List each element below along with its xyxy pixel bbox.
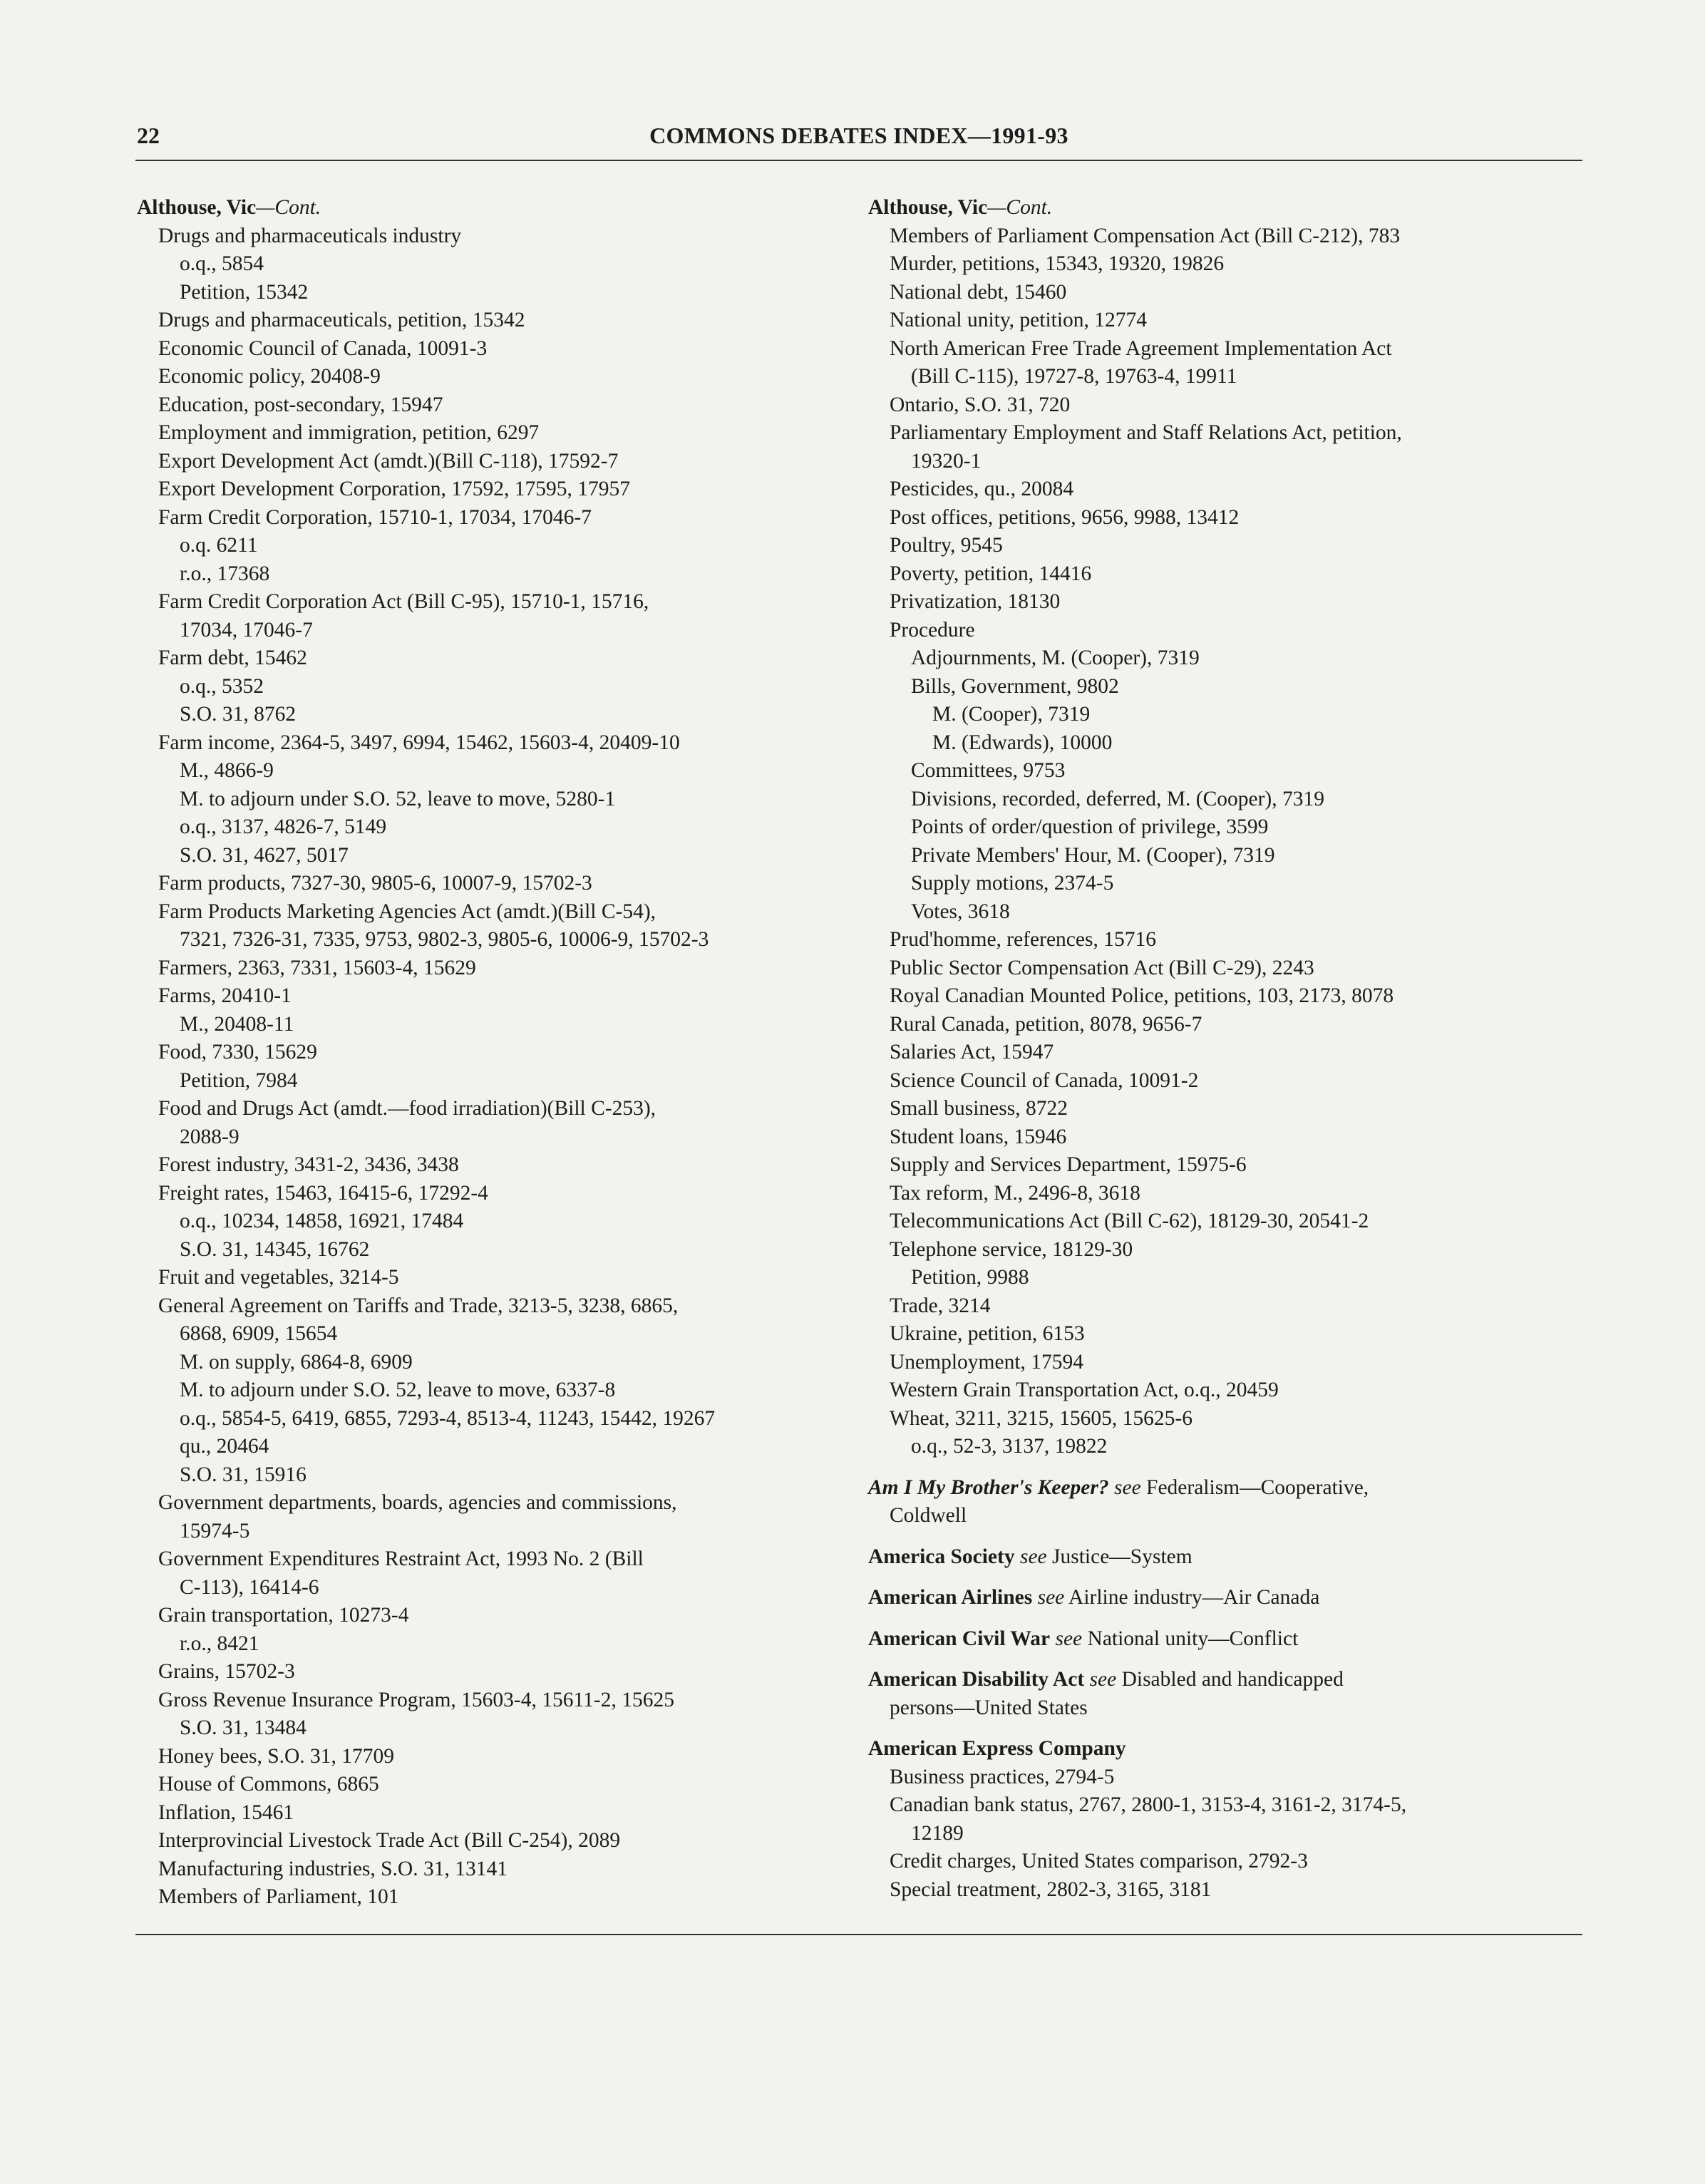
cross-reference-entry: Am I My Brother's Keeper? see Federalism—Cooperative, <box>868 1475 1369 1499</box>
entry-heading: Althouse, Vic—Cont. <box>137 196 321 219</box>
index-line: Members of Parliament, 101 <box>158 1885 399 1908</box>
index-line: Farmers, 2363, 7331, 15603-4, 15629 <box>158 956 476 979</box>
index-line: S.O. 31, 4627, 5017 <box>180 843 349 867</box>
index-line: Employment and immigration, petition, 6297 <box>158 421 540 444</box>
index-line: Prud'homme, references, 15716 <box>890 928 1156 951</box>
index-line: Food and Drugs Act (amdt.—food irradiation)(Bill C-253), <box>158 1097 656 1120</box>
index-line: Trade, 3214 <box>890 1294 991 1317</box>
cross-reference-entry: America Society see Justice—System <box>868 1545 1193 1568</box>
index-line: Murder, petitions, 15343, 19320, 19826 <box>890 252 1225 275</box>
cross-reference-entry: American Disability Act see Disabled and handicapped <box>868 1668 1344 1691</box>
index-line: Interprovincial Livestock Trade Act (Bill C-254), 2089 <box>158 1829 621 1852</box>
index-line: Votes, 3618 <box>911 900 1010 923</box>
right-column <box>868 194 1581 1904</box>
index-line: Farm Products Marketing Agencies Act (amdt.)(Bill C-54), <box>158 900 656 923</box>
entry-heading: Althouse, Vic—Cont. <box>868 196 1053 219</box>
index-line: Procedure <box>890 618 975 642</box>
index-line: Forest industry, 3431-2, 3436, 3438 <box>158 1153 459 1176</box>
index-line: Committees, 9753 <box>911 759 1066 782</box>
index-line: Rural Canada, petition, 8078, 9656-7 <box>890 1012 1202 1036</box>
index-line: Public Sector Compensation Act (Bill C-29), 2243 <box>890 956 1314 979</box>
index-line: Telephone service, 18129-30 <box>890 1237 1133 1261</box>
index-line: M. (Cooper), 7319 <box>932 703 1091 726</box>
index-line: M., 4866-9 <box>180 759 274 782</box>
index-line: Ukraine, petition, 6153 <box>890 1322 1085 1345</box>
page-header <box>137 123 1581 158</box>
index-line: M. to adjourn under S.O. 52, leave to move, 5280-1 <box>180 787 616 810</box>
index-line: Poultry, 9545 <box>890 534 1003 557</box>
index-line: Business practices, 2794-5 <box>890 1765 1115 1788</box>
index-line: Supply motions, 2374-5 <box>911 872 1114 895</box>
footer-rule <box>135 1934 1582 1935</box>
index-line: M., 20408-11 <box>180 1012 294 1036</box>
index-line: Divisions, recorded, deferred, M. (Cooper), 7319 <box>911 787 1325 810</box>
index-line: C-113), 16414-6 <box>180 1575 319 1599</box>
index-line: o.q. 6211 <box>180 534 258 557</box>
index-line: Education, post-secondary, 15947 <box>158 393 443 416</box>
index-line: Salaries Act, 15947 <box>890 1041 1054 1063</box>
index-line: North American Free Trade Agreement Implementation Act <box>890 336 1392 360</box>
index-line: qu., 20464 <box>180 1435 269 1458</box>
index-line: Government Expenditures Restraint Act, 1993 No. 2 (Bill <box>158 1547 644 1570</box>
index-line: Wheat, 3211, 3215, 15605, 15625-6 <box>890 1406 1193 1430</box>
index-line: o.q., 5854 <box>180 252 264 275</box>
index-line: Student loans, 15946 <box>890 1125 1067 1148</box>
index-line: S.O. 31, 13484 <box>180 1716 307 1739</box>
index-line: o.q., 5352 <box>180 674 264 698</box>
index-line: Telecommunications Act (Bill C-62), 18129-30, 20541-2 <box>890 1210 1369 1232</box>
index-line: Petition, 7984 <box>180 1068 298 1092</box>
index-line: Post offices, petitions, 9656, 9988, 13412 <box>890 505 1240 529</box>
index-line: Poverty, petition, 14416 <box>890 562 1092 585</box>
index-line: Farm products, 7327-30, 9805-6, 10007-9, 15702-3 <box>158 872 592 895</box>
index-line: Government departments, boards, agencies and commissions, <box>158 1491 677 1514</box>
index-line: r.o., 8421 <box>180 1632 259 1655</box>
index-line: Credit charges, United States comparison, 2792-3 <box>890 1850 1308 1873</box>
index-line: S.O. 31, 15916 <box>180 1463 307 1486</box>
index-line: r.o., 17368 <box>180 562 270 585</box>
index-line: Bills, Government, 9802 <box>911 674 1119 698</box>
index-line: M. to adjourn under S.O. 52, leave to move, 6337-8 <box>180 1379 616 1401</box>
index-line: 19320-1 <box>911 449 982 473</box>
index-line: Drugs and pharmaceuticals industry <box>158 224 462 247</box>
index-line: Export Development Corporation, 17592, 17595, 17957 <box>158 478 631 500</box>
index-line: General Agreement on Tariffs and Trade, 3213-5, 3238, 6865, <box>158 1294 679 1317</box>
index-line: Grain transportation, 10273-4 <box>158 1604 409 1627</box>
index-line: Gross Revenue Insurance Program, 15603-4, 15611-2, 15625 <box>158 1688 674 1711</box>
index-line: o.q., 3137, 4826-7, 5149 <box>180 815 387 838</box>
header-rule <box>135 160 1582 161</box>
index-line: Honey bees, S.O. 31, 17709 <box>158 1744 395 1768</box>
index-line: Supply and Services Department, 15975-6 <box>890 1153 1247 1176</box>
index-line: Privatization, 18130 <box>890 590 1061 613</box>
index-line: Canadian bank status, 2767, 2800-1, 3153-4, 3161-2, 3174-5, <box>890 1793 1407 1816</box>
index-line: Members of Parliament Compensation Act (Bill C-212), 783 <box>890 224 1401 247</box>
index-line: 6868, 6909, 15654 <box>180 1322 338 1345</box>
index-line: Special treatment, 2802-3, 3165, 3181 <box>890 1877 1212 1901</box>
index-line: 12189 <box>911 1821 964 1845</box>
index-line: Farm debt, 15462 <box>158 647 307 669</box>
index-line: 7321, 7326-31, 7335, 9753, 9802-3, 9805-6, 10006-9, 15702-3 <box>180 928 709 951</box>
index-line: Petition, 9988 <box>911 1266 1029 1289</box>
index-line: Parliamentary Employment and Staff Relations Act, petition, <box>890 421 1402 444</box>
index-line: Fruit and vegetables, 3214-5 <box>158 1266 399 1289</box>
index-line: Food, 7330, 15629 <box>158 1041 317 1063</box>
index-line: Points of order/question of privilege, 3599 <box>911 815 1269 838</box>
index-line: M. (Edwards), 10000 <box>932 731 1113 754</box>
index-line: Freight rates, 15463, 16415-6, 17292-4 <box>158 1181 488 1205</box>
index-line: S.O. 31, 14345, 16762 <box>180 1237 370 1261</box>
index-line: Ontario, S.O. 31, 720 <box>890 393 1071 416</box>
index-line: Royal Canadian Mounted Police, petitions, 103, 2173, 8078 <box>890 984 1394 1007</box>
cross-reference-entry: American Civil War see National unity—Conflict <box>868 1627 1299 1650</box>
index-line: Farm income, 2364-5, 3497, 6994, 15462, 15603-4, 20409-10 <box>158 731 680 754</box>
index-line: Private Members' Hour, M. (Cooper), 7319 <box>911 843 1275 867</box>
entry-heading: American Express Company <box>868 1737 1126 1760</box>
page-number: 22 <box>137 123 160 148</box>
index-line: Farms, 20410-1 <box>158 984 292 1007</box>
index-line: S.O. 31, 8762 <box>180 703 297 726</box>
index-line: Farm Credit Corporation Act (Bill C-95), 15710-1, 15716, <box>158 590 649 613</box>
index-line: Western Grain Transportation Act, o.q., 20459 <box>890 1379 1279 1401</box>
index-line: 2088-9 <box>180 1125 239 1148</box>
index-line: Small business, 8722 <box>890 1097 1068 1120</box>
page-title: COMMONS DEBATES INDEX—1991-93 <box>649 123 1068 148</box>
index-line: 17034, 17046-7 <box>180 618 313 642</box>
cross-reference-continuation: Coldwell <box>890 1504 967 1527</box>
left-column <box>137 194 850 1912</box>
index-line: Petition, 15342 <box>180 280 309 304</box>
index-line: Economic policy, 20408-9 <box>158 365 381 388</box>
index-line: Adjournments, M. (Cooper), 7319 <box>911 647 1200 669</box>
index-line: Export Development Act (amdt.)(Bill C-118), 17592-7 <box>158 449 619 473</box>
index-line: Science Council of Canada, 10091-2 <box>890 1068 1199 1092</box>
index-line: Pesticides, qu., 20084 <box>890 478 1074 500</box>
index-line: National unity, petition, 12774 <box>890 309 1148 331</box>
index-line: o.q., 52-3, 3137, 19822 <box>911 1435 1108 1458</box>
index-line: National debt, 15460 <box>890 280 1067 304</box>
index-line: Unemployment, 17594 <box>890 1350 1084 1374</box>
cross-reference-continuation: persons—United States <box>890 1696 1088 1719</box>
cross-reference-entry: American Airlines see Airline industry—Air Canada <box>868 1586 1320 1609</box>
index-line: Economic Council of Canada, 10091-3 <box>158 336 488 360</box>
index-line: Inflation, 15461 <box>158 1801 294 1824</box>
index-line: Tax reform, M., 2496-8, 3618 <box>890 1181 1140 1205</box>
index-line: Drugs and pharmaceuticals, petition, 15342 <box>158 309 525 331</box>
index-line: Farm Credit Corporation, 15710-1, 17034, 17046-7 <box>158 505 592 529</box>
index-line: o.q., 5854-5, 6419, 6855, 7293-4, 8513-4, 11243, 15442, 19267 <box>180 1406 716 1430</box>
index-line: (Bill C-115), 19727-8, 19763-4, 19911 <box>911 365 1237 388</box>
index-line: House of Commons, 6865 <box>158 1773 379 1796</box>
index-line: 15974-5 <box>180 1519 250 1542</box>
index-line: M. on supply, 6864-8, 6909 <box>180 1350 413 1374</box>
index-line: Grains, 15702-3 <box>158 1660 295 1683</box>
index-line: Manufacturing industries, S.O. 31, 13141 <box>158 1857 508 1880</box>
index-line: o.q., 10234, 14858, 16921, 17484 <box>180 1210 464 1232</box>
